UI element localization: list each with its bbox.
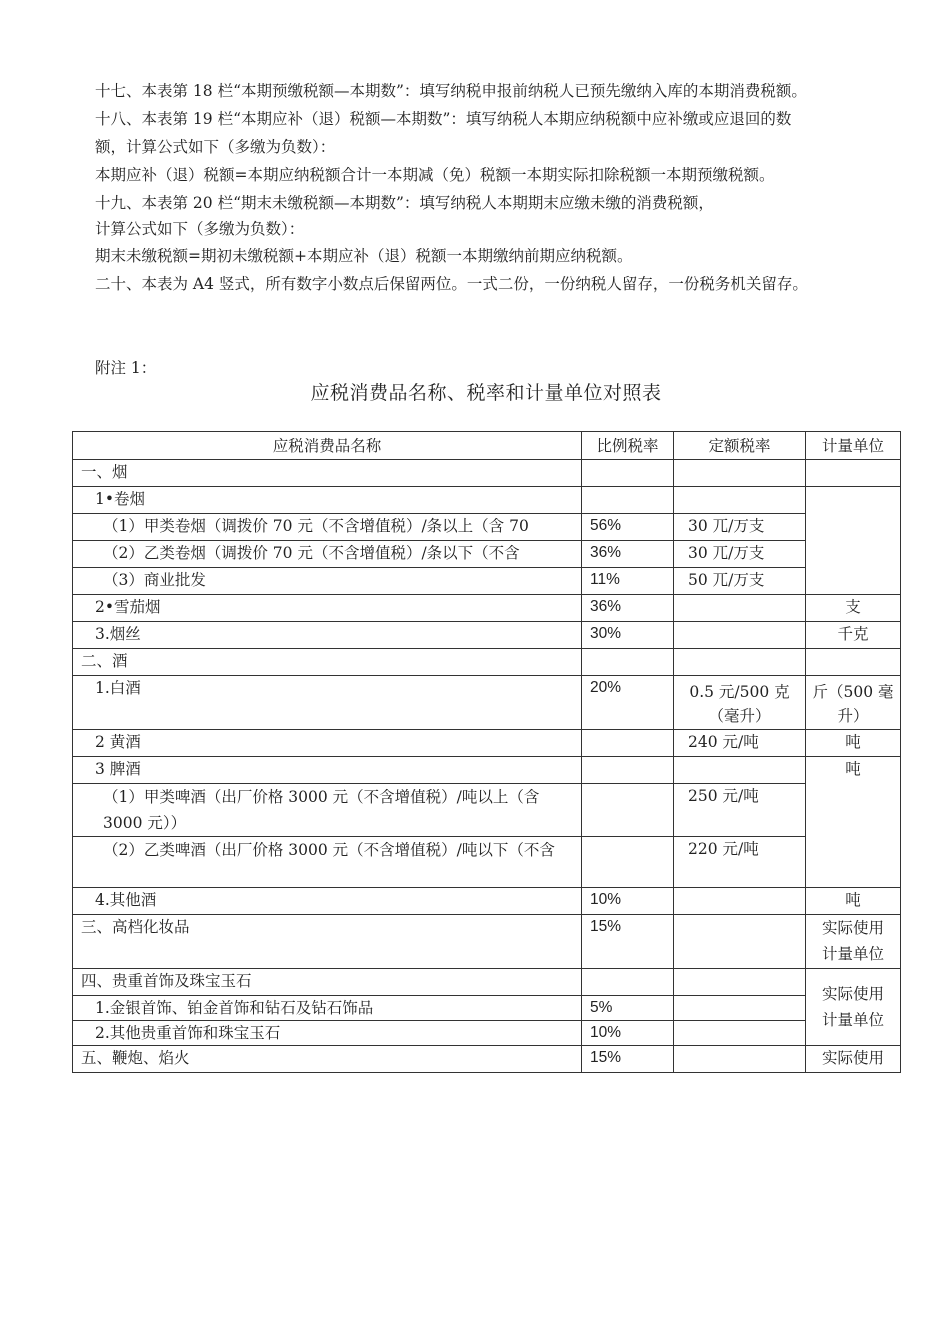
row-fixed: 250 元/吨 [674,784,806,837]
row-fixed: 220 元/吨 [674,837,806,888]
row-fixed: 240 元/吨 [674,730,806,757]
note-label: 附注 1： [95,359,157,377]
row-name: （1）甲类卷烟（调拨价 70 元（不含增值税）/条以上（含 70 [73,514,582,541]
row-name: 二、酒 [73,649,582,676]
row-rate [582,649,674,676]
table-row [73,969,901,996]
row-fixed [674,969,806,996]
table-row [73,888,901,915]
paragraph-18-cont: 额，计算公式如下（多缴为负数）： [95,138,336,156]
row-fixed [674,487,806,514]
table-row [73,996,901,1021]
table-row [73,730,901,757]
row-name: 4.其他酒 [73,888,582,915]
row-name [73,837,582,888]
header-ratio-rate: 比例税率 [582,432,674,460]
row-rate [582,487,674,514]
row-rate [582,969,674,996]
row-fixed [674,595,806,622]
row-rate [582,460,674,487]
row-unit: 实际使用计量单位 [806,915,901,969]
row-name: 一、烟 [73,460,582,487]
row-rate [582,784,674,837]
row-name-text: （2）乙类啤酒（出厂价格 3000 元（不含增值税）/吨以下（不含 [103,841,555,859]
row-fixed: 0.5 元/500 克（毫升） [674,676,806,730]
table-title: 应税消费品名称、税率和计量单位对照表 [310,382,662,404]
row-name: （1）甲类啤酒（出厂价格 3000 元（不含增值税）/吨以上（含 3000 元）） [73,784,582,837]
row-name: 2•雪茄烟 [73,595,582,622]
row-rate [582,757,674,784]
row-fixed: 30 兀/万支 [674,514,806,541]
table-row [73,622,901,649]
row-unit: 斤（500 毫升） [806,676,901,730]
row-name: （3）商业批发 [73,568,582,595]
row-rate: 20% [582,676,674,730]
row-unit: 吨 [806,730,901,757]
row-rate: 36% [582,595,674,622]
table-row [73,757,901,784]
table-row [73,1021,901,1046]
row-rate: 15% [582,1046,674,1073]
formula-payable: 本期应补（退）税额=本期应纳税额合计一本期减（免）税额一本期实际扣除税额一本期预缴税额。 [95,166,775,184]
paragraph-17: 十七、本表第 18 栏“本期预缴税额—本期数”：填写纳税申报前纳税人已预先缴纳入库的本期消费税额。 [95,82,807,100]
row-unit [806,460,901,487]
row-rate: 36% [582,541,674,568]
formula-unpaid: 期末未缴税额=期初未缴税额+本期应补（退）税额一本期缴纳前期应纳税额。 [95,247,633,265]
table-row [73,568,901,595]
row-fixed: 30 兀/万支 [674,541,806,568]
row-fixed [674,649,806,676]
table-row [73,595,901,622]
table-row [73,784,901,837]
row-unit: 吨 [806,757,901,888]
row-fixed [674,888,806,915]
row-rate [582,730,674,757]
table-row [73,915,901,969]
row-fixed [674,1021,806,1046]
table-row [73,460,901,487]
row-name: 2 黄酒 [73,730,582,757]
paragraph-19-cont: 计算公式如下（多缴为负数）： [95,220,305,238]
row-fixed [674,622,806,649]
table-row [73,541,901,568]
table-header-row [73,432,901,460]
row-unit: 千克 [806,622,901,649]
header-name: 应税消费品名称 [73,432,582,460]
row-name: 五、鞭炮、焰火 [73,1046,582,1073]
row-unit: 支 [806,595,901,622]
paragraph-18: 十八、本表第 19 栏“本期应补（退）税额—本期数”：填写纳税人本期应纳税额中应补缴或应退回的数 [95,110,792,128]
row-rate: 10% [582,1021,674,1046]
row-name: 3.烟丝 [73,622,582,649]
row-name: 3 脾酒 [73,757,582,784]
row-unit: 实际使用 [806,1046,901,1073]
row-fixed [674,757,806,784]
row-unit [806,487,901,595]
table-row [73,837,901,888]
row-rate: 15% [582,915,674,969]
table-row [73,487,901,514]
row-unit [806,649,901,676]
table-row [73,649,901,676]
row-name: 2.其他贵重首饰和珠宝玉石 [73,1021,582,1046]
row-fixed [674,1046,806,1073]
tax-rate-table [72,431,901,1073]
row-rate: 56% [582,514,674,541]
row-name: 1.白酒 [73,676,582,730]
row-name: 1•卷烟 [73,487,582,514]
row-name: 1.金银首饰、铂金首饰和钻石及钻石饰品 [73,996,582,1021]
row-rate: 5% [582,996,674,1021]
row-unit: 吨 [806,888,901,915]
row-name: （2）乙类卷烟（调拨价 70 元（不含增值税）/条以下（不含 [73,541,582,568]
row-unit: 实际使用计量单位 [806,969,901,1046]
row-fixed [674,460,806,487]
row-name: 三、高档化妆品 [73,915,582,969]
header-fixed-rate: 定额税率 [674,432,806,460]
table-row [73,676,901,730]
paragraph-20: 二十、本表为 A4 竖式，所有数字小数点后保留两位。一式二份，一份纳税人留存，一份税务机关留存。 [95,275,808,293]
header-unit: 计量单位 [806,432,901,460]
row-rate: 30% [582,622,674,649]
row-rate [582,837,674,888]
table-row [73,1046,901,1073]
row-rate: 10% [582,888,674,915]
table-row [73,514,901,541]
paragraph-19: 十九、本表第 20 栏“期末未缴税额—本期数”：填写纳税人本期期末应缴未缴的消费税额， [95,194,714,212]
row-fixed [674,996,806,1021]
row-name: 四、贵重首饰及珠宝玉石 [73,969,582,996]
row-fixed [674,915,806,969]
row-fixed: 50 兀/万支 [674,568,806,595]
row-rate: 11% [582,568,674,595]
